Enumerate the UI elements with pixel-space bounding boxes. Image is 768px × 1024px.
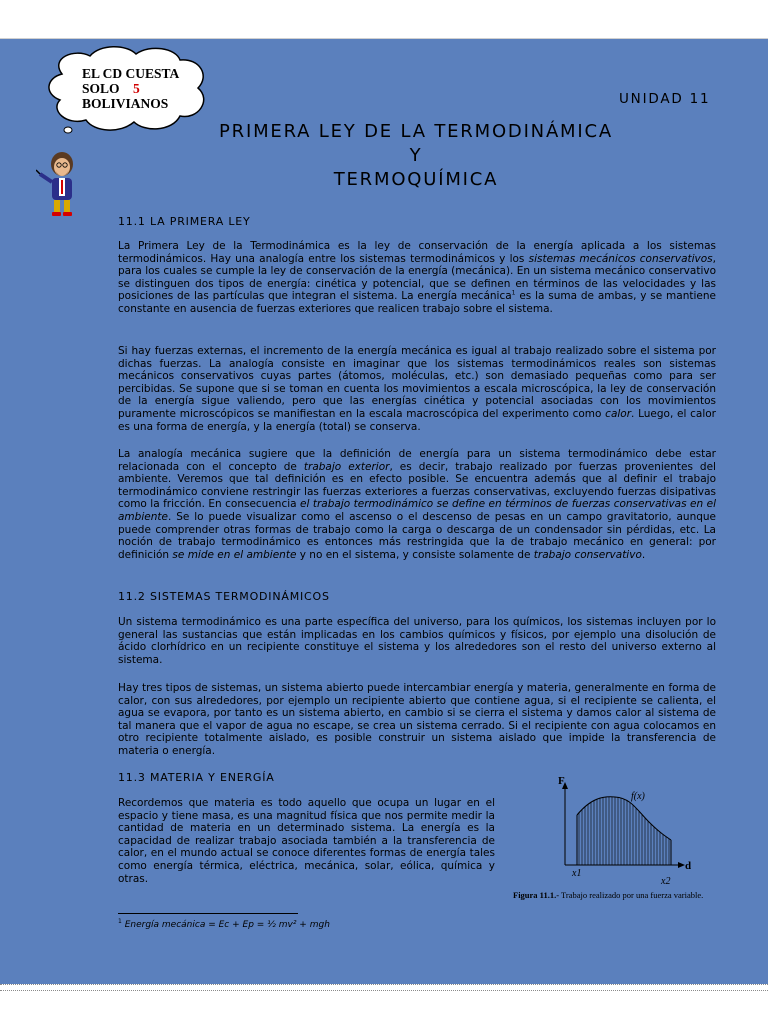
x-axis-arrow-icon	[678, 862, 685, 868]
p1-text-b: sistemas mecánicos conservativos	[528, 252, 713, 265]
x1-label: x1	[572, 868, 582, 879]
p3-text-d: el trabajo termodinámico se define en términos de fuerzas conservativas en el ambiente	[118, 498, 716, 523]
callout-solo: SOLO	[82, 81, 120, 96]
p3-text-h: trabajo conservativo	[533, 548, 642, 561]
callout-price: 5	[133, 81, 140, 96]
p1-text-c: , para los cuales se cumple la ley de conservación de la energía (mecánica). En un sistema mecánico conservativo se distinguen dos tipos de energía: cinética y potencial, que se definen en términos de las velocidades y las posiciones de las partículas que integran el sistema. La energía mecánica	[118, 252, 716, 303]
paragraph-3	[118, 448, 716, 561]
cd-price-callout	[82, 66, 202, 108]
callout-line-2	[82, 81, 202, 96]
p2-text-a: Si hay fuerzas externas, el incremento de la energía mecánica es igual al trabajo realizado sobre el sistema por dichas fuerzas. La analogía consiste en imaginar que los sistemas termodinámicos reales son sistemas mecánicos conservativos cuyas partes (átomos, moléculas, etc.) son demasiado pequeñas como para ser percibidas. Se supone que si se toman en cuenta los movimientos a escala microscópica, la ley de conservación de la energía sigue valiendo, pero que las energías cinética y potencial asociadas con los movimientos puramente microscópicos se manifiestan en la escala macroscópica del experimento como	[118, 345, 716, 420]
title-line-3: TERMOQUÍMICA	[333, 169, 499, 190]
page-bottom-rule	[0, 984, 768, 991]
section-heading-1: 11.1 LA PRIMERA LEY	[118, 215, 251, 228]
paragraph-4: Un sistema termodinámico es una parte específica del universo, para los químicos, los sistemas incluyen por lo general las sustancias que están implicadas en los cambios químicos y físicos, por ejemplo una disolución de ácido clorhídrico en un recipiente constituye el sistema y los alrededores son el resto del universo externo al sistema.	[118, 616, 716, 666]
work-diagram	[545, 770, 715, 885]
professor-mascot-icon	[36, 150, 86, 218]
callout-line-3: BOLIVIANOS	[82, 96, 169, 108]
section-heading-2: 11.2 SISTEMAS TERMODINÁMICOS	[118, 590, 330, 603]
curve-label: f(x)	[631, 791, 645, 802]
caption-text: Trabajo realizado por una fuerza variable.	[559, 890, 704, 900]
unit-label: UNIDAD 11	[619, 91, 711, 107]
p3-text-g: y no en el sistema, y consiste solamente de	[296, 548, 534, 561]
p1-text-a: La Primera Ley de la Termodinámica es la ley de conservación de la energía aplicada a los sistemas termodinámicos. Hay una analogía entre los sistemas termodinámicos y los	[118, 240, 716, 265]
paragraph-2	[118, 345, 716, 433]
p3-text-f: se mide en el ambiente	[172, 548, 297, 561]
p3-text-e: . Se lo puede visualizar como el ascenso o el descenso de pesas en un campo gravitatorio, aunque puede comprender otras formas de trabajo como la carga o descarga de un condensador sin pérdidas, etc. La noción de trabajo termodinámico es entonces más restringida que la de trabajo mecánico en general: por definición	[118, 510, 716, 561]
p3-text-a: La analogía mecánica sugiere que la definición de energía para un sistema termodinámico debe estar relacionada con el concepto de	[118, 448, 716, 473]
paragraph-1	[118, 240, 716, 316]
figure-caption	[513, 890, 718, 900]
p2-text-b: calor	[605, 407, 632, 420]
x2-label: x2	[661, 876, 671, 885]
p2-text-c: . Luego, el calor es una forma de energía, y la energía (total) se conserva.	[118, 407, 716, 433]
x-axis-label: d	[685, 860, 692, 872]
paragraph-5: Hay tres tipos de sistemas, un sistema abierto puede intercambiar energía y materia, generalmente en forma de calor, con sus alrededores, por ejemplo un recipiente abierto que contiene agua, si el recipiente se calienta, el agua se evapora, por tanto es un sistema abierto, en cambio si se cierra el sistema y damos calor al sistema de tal manera que el vapor de agua no escape, se crea un sistema cerrado. Si el recipiente con agua colocamos en otro recipiente totalmente aislado, es posible construir un sistema aislado que impide la transferencia de materia o energía.	[118, 682, 716, 757]
y-axis-label: F	[558, 775, 565, 787]
p1-footnote-ref: 1	[511, 289, 516, 297]
footnote-text: Energía mecánica = Ec + Ep = ½ mv² + mgh	[121, 920, 330, 930]
p1-text-d: es la suma de ambas, y se mantiene constante en ausencia de fuerzas exteriores que realicen trabajo sobre el sistema.	[118, 290, 716, 315]
footnote-number: 1	[118, 918, 122, 925]
title-line-1: PRIMERA LEY DE LA TERMODINÁMICA	[219, 121, 613, 142]
p3-text-c: , es decir, trabajo realizado por fuerzas provenientes del ambiente. Veremos que tal definición es en efecto posible. Se encuentra además que al definir el trabajo termodinámico conviene restringir las fuerzas exteriores a fuerzas conservativas, excluyendo fuerzas disipativas como la fricción. En consecuencia	[118, 460, 716, 511]
section-heading-3: 11.3 MATERIA Y ENERGÍA	[118, 771, 275, 784]
callout-line-1: EL CD CUESTA	[82, 66, 180, 81]
footnote-divider	[118, 913, 298, 914]
title-line-2: Y	[409, 145, 423, 166]
footnote	[118, 918, 330, 930]
p3-text-b: trabajo exterior	[303, 460, 390, 473]
p3-text-i: .	[641, 548, 646, 561]
caption-bold: Figura 11.1.-	[513, 890, 560, 900]
paragraph-6: Recordemos que materia es todo aquello que ocupa un lugar en el espacio y tiene masa, es una magnitud física que nos permite medir la cantidad de materia en un determinado sistema. La energía es la capacidad de realizar trabajo asociada también a la transferencia de calor, en el mundo actual se conoce diferentes formas de energía tales como energía térmica, eléctrica, mecánica, solar, eólica, química y otras.	[118, 797, 495, 885]
page-title	[160, 120, 672, 192]
